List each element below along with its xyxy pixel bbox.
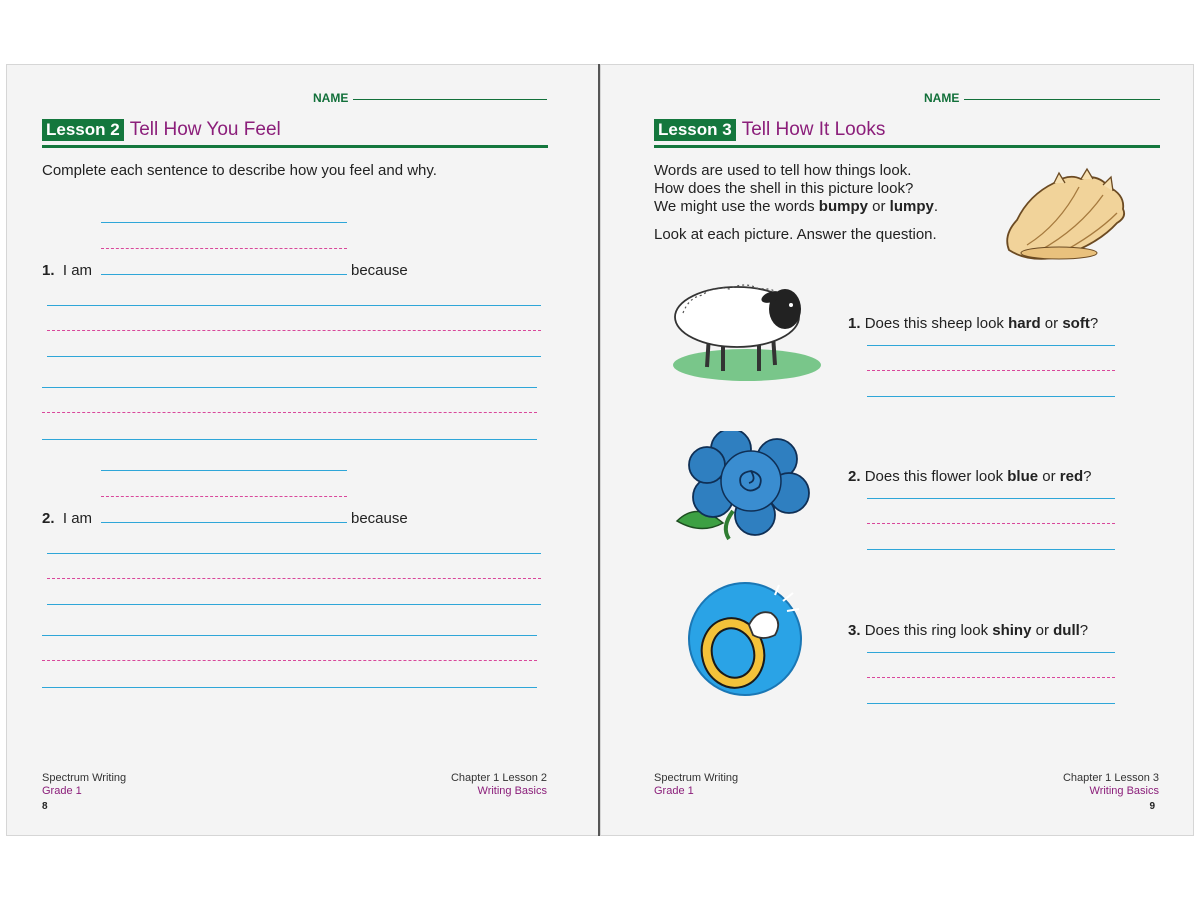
- item-1-prefix: 1. I am: [42, 262, 93, 279]
- footer-grade: Grade 1: [42, 785, 82, 797]
- lesson-title: Tell How It Looks: [741, 119, 886, 140]
- intro-text: Words are used to tell how things look. How does the shell in this picture look? We might use the words bumpy or lumpy. Look at each picture. Answer the question.: [654, 162, 939, 243]
- handwriting-line-dashed: [42, 412, 537, 413]
- header-rule: [42, 145, 548, 148]
- question-3: 3. Does this ring look shiny or dull?: [848, 622, 1089, 639]
- footer-left: [42, 772, 126, 798]
- handwriting-line-dashed: [42, 660, 537, 661]
- footer-topic: Writing Basics: [477, 785, 547, 797]
- handwriting-line-solid[interactable]: [47, 553, 541, 554]
- handwriting-line-solid[interactable]: [867, 396, 1115, 397]
- answer-line[interactable]: [101, 274, 347, 275]
- item-2-prefix: 2. I am: [42, 510, 93, 527]
- ring-icon: [687, 581, 807, 699]
- right-page: [600, 64, 1194, 836]
- handwriting-line-solid[interactable]: [101, 470, 347, 471]
- handwriting-line-solid[interactable]: [42, 439, 537, 440]
- handwriting-line-dashed: [867, 370, 1115, 371]
- handwriting-line-solid[interactable]: [867, 703, 1115, 704]
- handwriting-line-solid[interactable]: [47, 305, 541, 306]
- sheep-icon: [673, 275, 825, 383]
- shell-icon: [999, 165, 1131, 265]
- handwriting-line-dashed: [47, 330, 541, 331]
- answer-line[interactable]: [101, 522, 347, 523]
- lesson-header: [654, 119, 885, 141]
- name-line: [353, 99, 547, 100]
- lesson-badge: Lesson 2: [42, 119, 124, 141]
- footer-chapter: Chapter 1 Lesson 3: [1062, 772, 1159, 784]
- footer-grade: Grade 1: [654, 785, 694, 797]
- lesson-badge: Lesson 3: [654, 119, 736, 141]
- name-line: [964, 99, 1160, 100]
- question-1: 1. Does this sheep look hard or soft?: [848, 315, 1099, 332]
- handwriting-line-solid[interactable]: [42, 387, 537, 388]
- lesson-title: Tell How You Feel: [129, 119, 281, 140]
- footer-series: Spectrum Writing: [42, 772, 127, 784]
- handwriting-line-dashed: [867, 677, 1115, 678]
- handwriting-line-dashed: [867, 523, 1115, 524]
- handwriting-line-solid[interactable]: [42, 687, 537, 688]
- item-1-suffix: because: [351, 262, 408, 279]
- question-2: 2. Does this flower look blue or red?: [848, 468, 1092, 485]
- handwriting-line-solid[interactable]: [867, 498, 1115, 499]
- handwriting-line-dashed: [101, 496, 347, 497]
- handwriting-line-solid[interactable]: [42, 635, 537, 636]
- lesson-header: [42, 119, 281, 141]
- handwriting-line-dashed: [101, 248, 347, 249]
- page-number: 8: [42, 801, 48, 812]
- page-number: 9: [1149, 801, 1155, 812]
- footer-topic: Writing Basics: [1089, 785, 1159, 797]
- handwriting-line-solid[interactable]: [867, 549, 1115, 550]
- footer-right: [451, 772, 547, 798]
- handwriting-line-solid[interactable]: [47, 356, 541, 357]
- name-label: NAME: [313, 91, 349, 105]
- name-label: NAME: [924, 91, 960, 105]
- instruction: Complete each sentence to describe how you feel and why.: [42, 162, 437, 179]
- item-2-suffix: because: [351, 510, 408, 527]
- handwriting-line-solid[interactable]: [47, 604, 541, 605]
- header-rule: [654, 145, 1160, 148]
- handwriting-line-solid[interactable]: [101, 222, 347, 223]
- footer-series: Spectrum Writing: [654, 772, 739, 784]
- handwriting-line-solid[interactable]: [867, 345, 1115, 346]
- footer-right: [1063, 772, 1159, 798]
- footer-left: [654, 772, 738, 798]
- handwriting-line-dashed: [47, 578, 541, 579]
- flower-icon: [673, 431, 825, 541]
- footer-chapter: Chapter 1 Lesson 2: [450, 772, 547, 784]
- handwriting-line-solid[interactable]: [867, 652, 1115, 653]
- left-page: [6, 64, 600, 836]
